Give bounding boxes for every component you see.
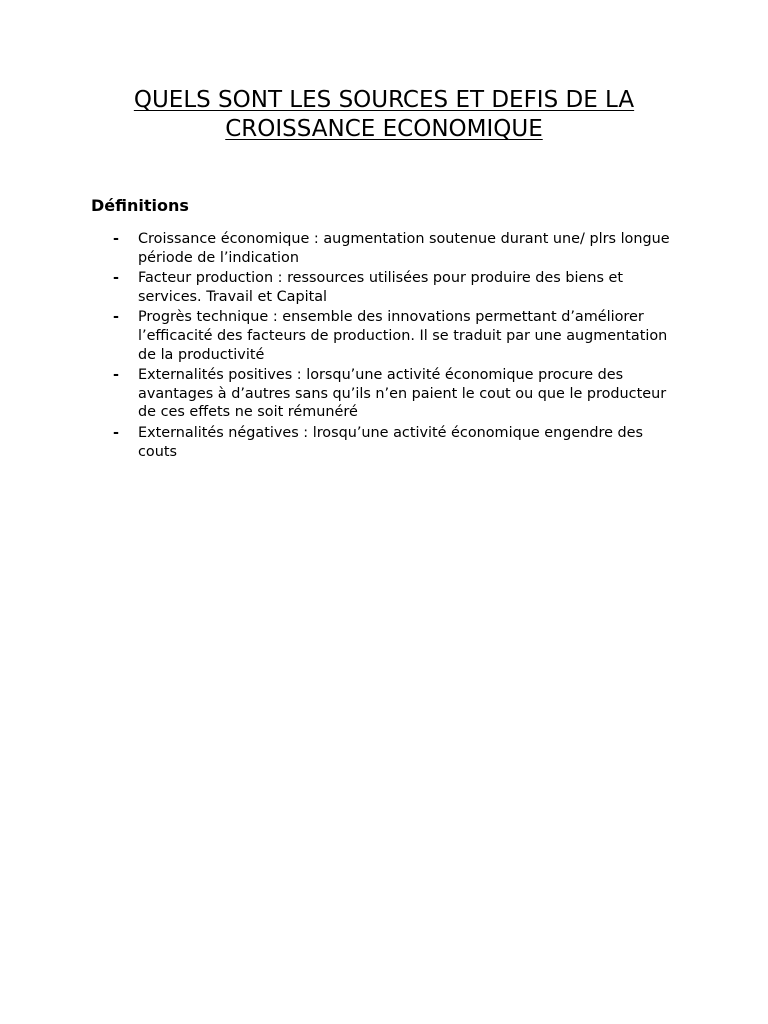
- list-item: [113, 269, 673, 306]
- bullet-dash: -: [113, 367, 119, 384]
- list-item: [113, 230, 673, 267]
- definition-text: Croissance économique : augmentation soutenue durant une/ plrs longue période de l’indication: [138, 231, 670, 266]
- definition-text: Progrès technique : ensemble des innovations permettant d’améliorer l’efficacité des facteurs de production. Il se traduit par une augmentation de la productivité: [138, 309, 668, 363]
- list-item: [113, 424, 673, 461]
- bullet-dash: -: [113, 424, 119, 441]
- definition-text: Externalités positives : lorsqu’une activité économique procure des avantages à d’autres sans qu’ils n’en paient le cout ou que le producteur de ces effets ne soit rémunéré: [138, 367, 667, 421]
- list-item: [113, 308, 673, 364]
- definition-text: Facteur production : ressources utilisées pour produire des biens et services. Travail et Capital: [138, 270, 624, 305]
- page-title: QUELS SONT LES SOURCES ET DEFIS DE LA CROISSANCE ECONOMIQUE: [133, 87, 635, 142]
- list-item: [113, 366, 673, 422]
- bullet-dash: -: [113, 270, 119, 287]
- bullet-dash: -: [113, 309, 119, 326]
- bullet-dash: -: [113, 231, 119, 247]
- definition-text: Externalités négatives : lrosqu’une activité économique engendre des couts: [138, 424, 643, 460]
- definitions-list: [113, 230, 673, 463]
- section-heading-definitions: Définitions: [91, 196, 189, 215]
